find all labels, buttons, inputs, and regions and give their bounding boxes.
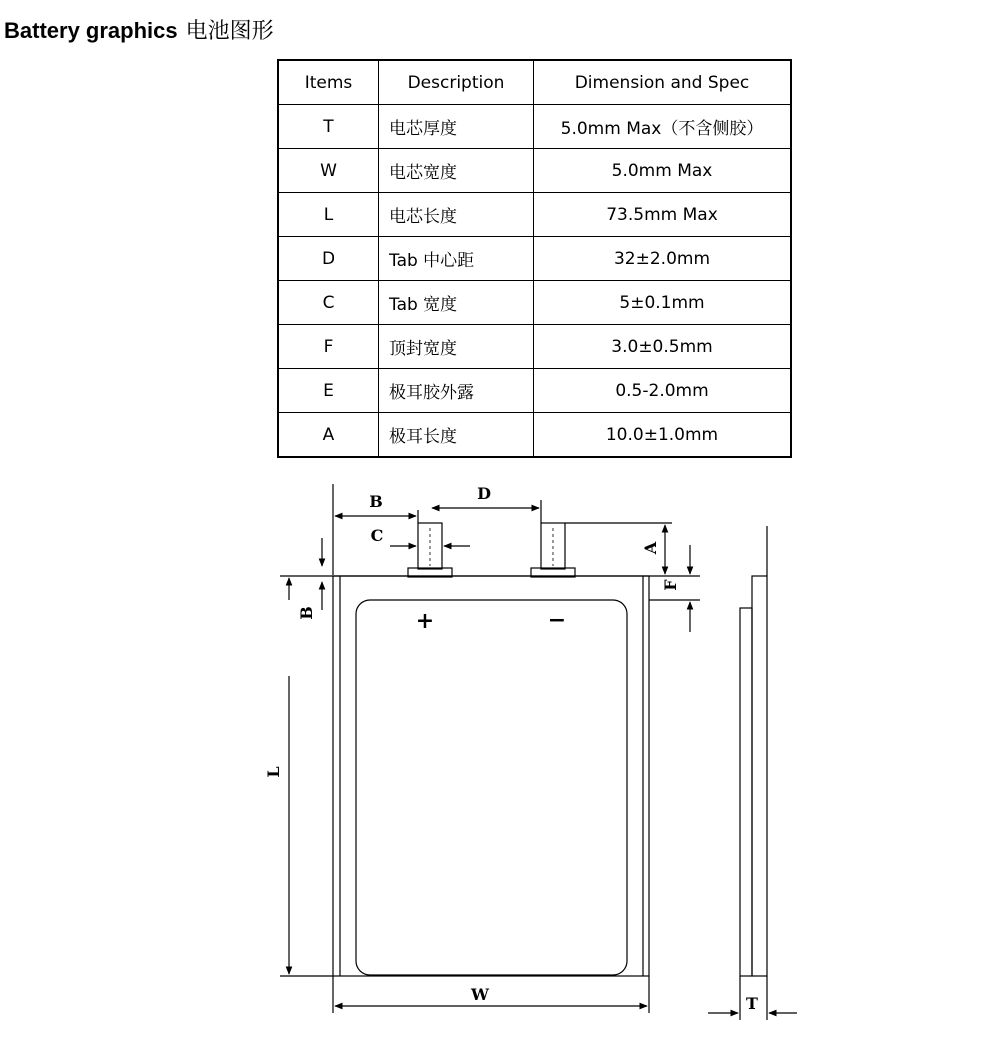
spec-cell: 3.0±0.5mm bbox=[534, 325, 792, 369]
header-description: Description bbox=[379, 60, 534, 105]
table-header-row bbox=[278, 60, 791, 105]
table-row bbox=[278, 413, 791, 458]
spec-cell: 5±0.1mm bbox=[534, 281, 792, 325]
item-cell: T bbox=[278, 105, 379, 149]
item-cell: L bbox=[278, 193, 379, 237]
item-cell: D bbox=[278, 237, 379, 281]
page-title bbox=[4, 14, 274, 45]
description-cell: 电芯长度 bbox=[379, 193, 534, 237]
description-cell: Tab 中心距 bbox=[379, 237, 534, 281]
spec-table bbox=[277, 59, 792, 458]
label-T: T bbox=[746, 994, 758, 1013]
page-title-en: Battery graphics bbox=[4, 18, 178, 43]
label-D: D bbox=[477, 484, 491, 503]
table-row bbox=[278, 149, 791, 193]
table-row bbox=[278, 105, 791, 149]
item-cell: F bbox=[278, 325, 379, 369]
label-W: W bbox=[471, 985, 489, 1004]
cell-body-outline bbox=[333, 576, 649, 976]
label-B-top: B bbox=[369, 492, 383, 511]
label-F: F bbox=[661, 579, 680, 591]
header-items: Items bbox=[278, 60, 379, 105]
cell-pocket bbox=[356, 600, 627, 975]
label-L: L bbox=[264, 766, 283, 778]
spec-cell: 5.0mm Max（不含侧胶） bbox=[534, 105, 792, 149]
item-cell: W bbox=[278, 149, 379, 193]
spec-cell: 10.0±1.0mm bbox=[534, 413, 792, 458]
description-cell: 顶封宽度 bbox=[379, 325, 534, 369]
battery-drawing bbox=[0, 470, 1000, 1044]
label-B-side: B bbox=[297, 606, 316, 620]
item-cell: E bbox=[278, 369, 379, 413]
spec-cell: 5.0mm Max bbox=[534, 149, 792, 193]
spec-cell: 0.5-2.0mm bbox=[534, 369, 792, 413]
page-title-cn: 电池图形 bbox=[185, 19, 274, 44]
spec-cell: 32±2.0mm bbox=[534, 237, 792, 281]
description-cell: 电芯厚度 bbox=[379, 105, 534, 149]
spec-cell: 73.5mm Max bbox=[534, 193, 792, 237]
header-dimension: Dimension and Spec bbox=[534, 60, 792, 105]
side-view-body bbox=[752, 576, 767, 976]
table-row bbox=[278, 369, 791, 413]
table-row bbox=[278, 237, 791, 281]
description-cell: 极耳胶外露 bbox=[379, 369, 534, 413]
table-row bbox=[278, 193, 791, 237]
positive-terminal-sign: + bbox=[415, 608, 435, 634]
item-cell: A bbox=[278, 413, 379, 458]
description-cell: 电芯宽度 bbox=[379, 149, 534, 193]
label-C: C bbox=[370, 526, 384, 545]
description-cell: Tab 宽度 bbox=[379, 281, 534, 325]
table-row bbox=[278, 281, 791, 325]
description-cell: 极耳长度 bbox=[379, 413, 534, 458]
label-A: A bbox=[641, 541, 660, 555]
item-cell: C bbox=[278, 281, 379, 325]
table-row bbox=[278, 325, 791, 369]
side-view-seal bbox=[740, 608, 752, 976]
negative-terminal-sign: − bbox=[547, 607, 567, 633]
